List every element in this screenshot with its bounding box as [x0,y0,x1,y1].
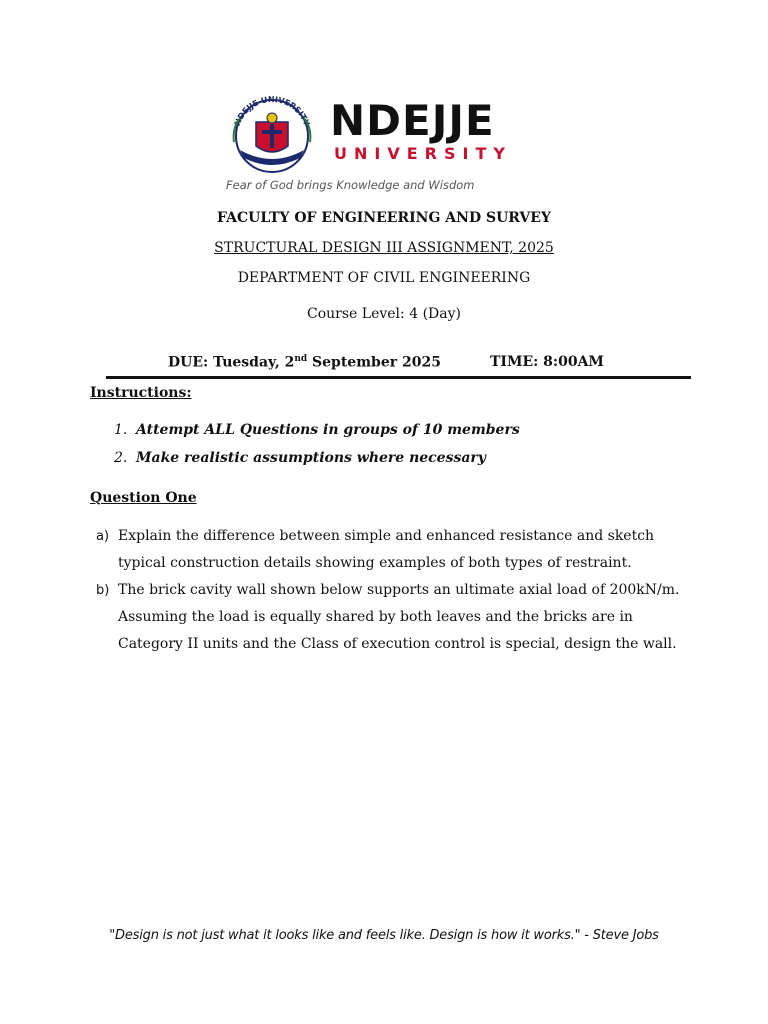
assignment-title-wrap [0,240,768,256]
due-superscript: nd [294,354,308,364]
header-divider [106,376,691,379]
wordmark-subtitle: UNIVERSITY [334,144,512,163]
course-level: Course Level: 4 (Day) [307,306,461,322]
due-date [168,354,441,371]
university-logo [226,92,538,196]
question-part-label: b) [96,583,110,598]
department-title: DEPARTMENT OF CIVIL ENGINEERING [237,270,531,286]
instruction-text: Attempt ALL Questions in groups of 10 members [136,422,520,438]
question-part [96,523,696,577]
instruction-item [114,422,520,438]
question-part-text: Explain the difference between simple and enhanced resistance and sketch typical construction details showing examples of both types of restraint. [118,528,655,571]
due-prefix: DUE: Tuesday, 2 [168,354,295,371]
question-one-heading: Question One [90,490,197,506]
question-part-label: a) [96,529,110,544]
university-motto: Fear of God brings Knowledge and Wisdom [226,178,475,192]
question-part-text: The brick cavity wall shown below supports an ultimate axial load of 200kN/m. Assuming the load is equally shared by both leaves and the bricks are in Category II units and the Class of execution control is special, design the wall. [118,582,680,652]
wordmark: NDEJJE [330,96,495,145]
crest-text: NDEJJE UNIVERSITY [232,94,312,128]
question-part [96,577,696,658]
footer-quote: "Design is not just what it looks like and feels like. Design is how it works." - Steve Jobs [109,928,659,943]
instruction-text: Make realistic assumptions where necessary [136,450,486,466]
due-suffix: September 2025 [307,354,441,371]
instructions-heading: Instructions: [90,385,192,401]
due-time: TIME: 8:00AM [490,354,604,370]
university-crest-icon [226,92,318,174]
assignment-title: STRUCTURAL DESIGN III ASSIGNMENT, 2025 [214,240,554,256]
instruction-number: 1. [114,422,128,438]
faculty-title: FACULTY OF ENGINEERING AND SURVEY [217,210,551,226]
instruction-number: 2. [114,450,128,466]
instruction-item [114,450,486,466]
